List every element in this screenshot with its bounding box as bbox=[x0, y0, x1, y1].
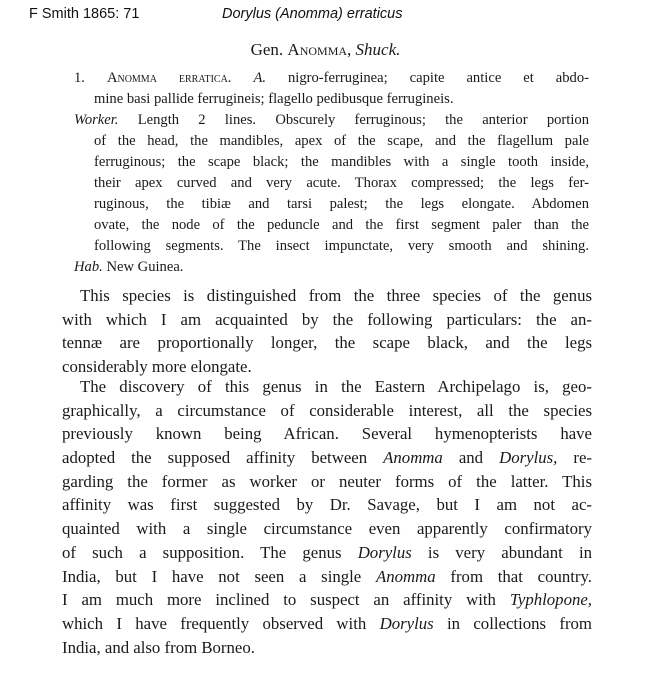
genus-author: Shuck. bbox=[355, 40, 401, 59]
habitat-line bbox=[74, 257, 589, 278]
species-diagnosis-2: mine basi pallide ferrugineis; flagello pedibusque ferrugineis. bbox=[94, 91, 454, 107]
paragraph-2-line: The discovery of this genus in the Eastern Archipelago is, geo- bbox=[80, 377, 592, 396]
text-run: re- bbox=[557, 448, 593, 468]
paragraph-1-line: tennæ are proportionally longer, the scape black, and the legs bbox=[62, 333, 592, 353]
worker-line: ruginous, the tibiæ and tarsi palest; the legs elongate. Abdomen bbox=[94, 196, 589, 212]
paragraph-1 bbox=[62, 284, 592, 379]
genus-dorylus: Dorylus, bbox=[499, 448, 558, 468]
text-run: which I have frequently observed with bbox=[62, 613, 380, 633]
species-diagnosis-1: nigro-ferruginea; capite antice et abdo- bbox=[288, 70, 590, 86]
worker-line: of the head, the mandibles, apex of the scape, and the flagellum pale bbox=[94, 133, 589, 149]
text-run: from that country. bbox=[435, 566, 592, 586]
worker-line: ferruginous; the scape black; the mandibles with a single tooth inside, bbox=[94, 154, 589, 170]
text-run: and bbox=[442, 448, 500, 468]
paragraph-2-line: previously known being African. Several hymenopterists have bbox=[62, 424, 592, 444]
text-run: I am much more inclined to suspect an affinity with bbox=[62, 590, 510, 610]
worker-line: their apex curved and very acute. Thorax compressed; the legs fer- bbox=[94, 175, 589, 191]
paragraph-2-line: quainted with a single circumstance even apparently confirmatory bbox=[62, 519, 592, 539]
text-run: adopted the supposed affinity between bbox=[62, 448, 384, 468]
species-description bbox=[74, 68, 589, 278]
worker-line: ovate, the node of the peduncle and the first segment paler than the bbox=[94, 217, 589, 233]
taxon-name: Dorylus (Anomma) erraticus bbox=[222, 6, 403, 22]
genus-dorylus: Dorylus bbox=[379, 613, 434, 633]
paragraph-1-line: considerably more elongate. bbox=[62, 357, 252, 377]
page-reference: F Smith 1865: 71 bbox=[29, 6, 140, 22]
species-abbrev: A. bbox=[253, 70, 267, 86]
genus-anomma: Anomma bbox=[383, 448, 443, 468]
paragraph-2-line: affinity was first suggested by Dr. Savage, but I am not ac- bbox=[62, 495, 592, 515]
paragraph-1-line: This species is distinguished from the three species of the genus bbox=[80, 286, 592, 305]
paragraph-2-line: garding the former as worker or neuter forms of the latter. This bbox=[62, 471, 592, 491]
worker-label: Worker. bbox=[74, 112, 119, 128]
paragraph-2-line bbox=[62, 612, 592, 636]
habitat-label: Hab. bbox=[74, 259, 103, 275]
text-run: is very abundant in bbox=[411, 542, 592, 562]
paragraph-1-line: with which I am acquainted by the following particulars: the an- bbox=[62, 309, 592, 329]
species-entry-line-1 bbox=[74, 68, 589, 89]
paragraph-2-line bbox=[62, 446, 592, 470]
genus-heading-prefix: Gen. bbox=[250, 40, 288, 59]
text-run: of such a supposition. The genus bbox=[62, 542, 358, 562]
species-number: 1. bbox=[74, 70, 85, 86]
worker-line: following segments. The insect impunctate, very smooth and shining. bbox=[94, 238, 589, 254]
paragraph-2-line bbox=[62, 588, 592, 612]
species-name: Anomma erratica. bbox=[106, 70, 232, 86]
genus-dorylus: Dorylus bbox=[357, 542, 412, 562]
worker-line-1 bbox=[74, 110, 589, 131]
genus-typhlopone: Typhlopone, bbox=[509, 590, 592, 610]
worker-text-1: Length 2 lines. Obscurely ferruginous; the anterior portion bbox=[137, 112, 589, 128]
text-run: India, but I have not seen a single bbox=[62, 566, 376, 586]
genus-name: Anomma, bbox=[287, 40, 352, 59]
paragraph-2-line bbox=[62, 541, 592, 565]
paragraph-2-line bbox=[62, 565, 592, 589]
genus-heading bbox=[0, 40, 651, 60]
genus-anomma: Anomma bbox=[375, 566, 436, 586]
paragraph-2-line: graphically, a circumstance of considerable interest, all the species bbox=[62, 400, 592, 420]
paragraph-2-line: India, and also from Borneo. bbox=[62, 637, 255, 657]
text-run: in collections from bbox=[433, 613, 592, 633]
paragraph-2 bbox=[62, 375, 592, 659]
habitat-value: New Guinea. bbox=[106, 259, 184, 275]
